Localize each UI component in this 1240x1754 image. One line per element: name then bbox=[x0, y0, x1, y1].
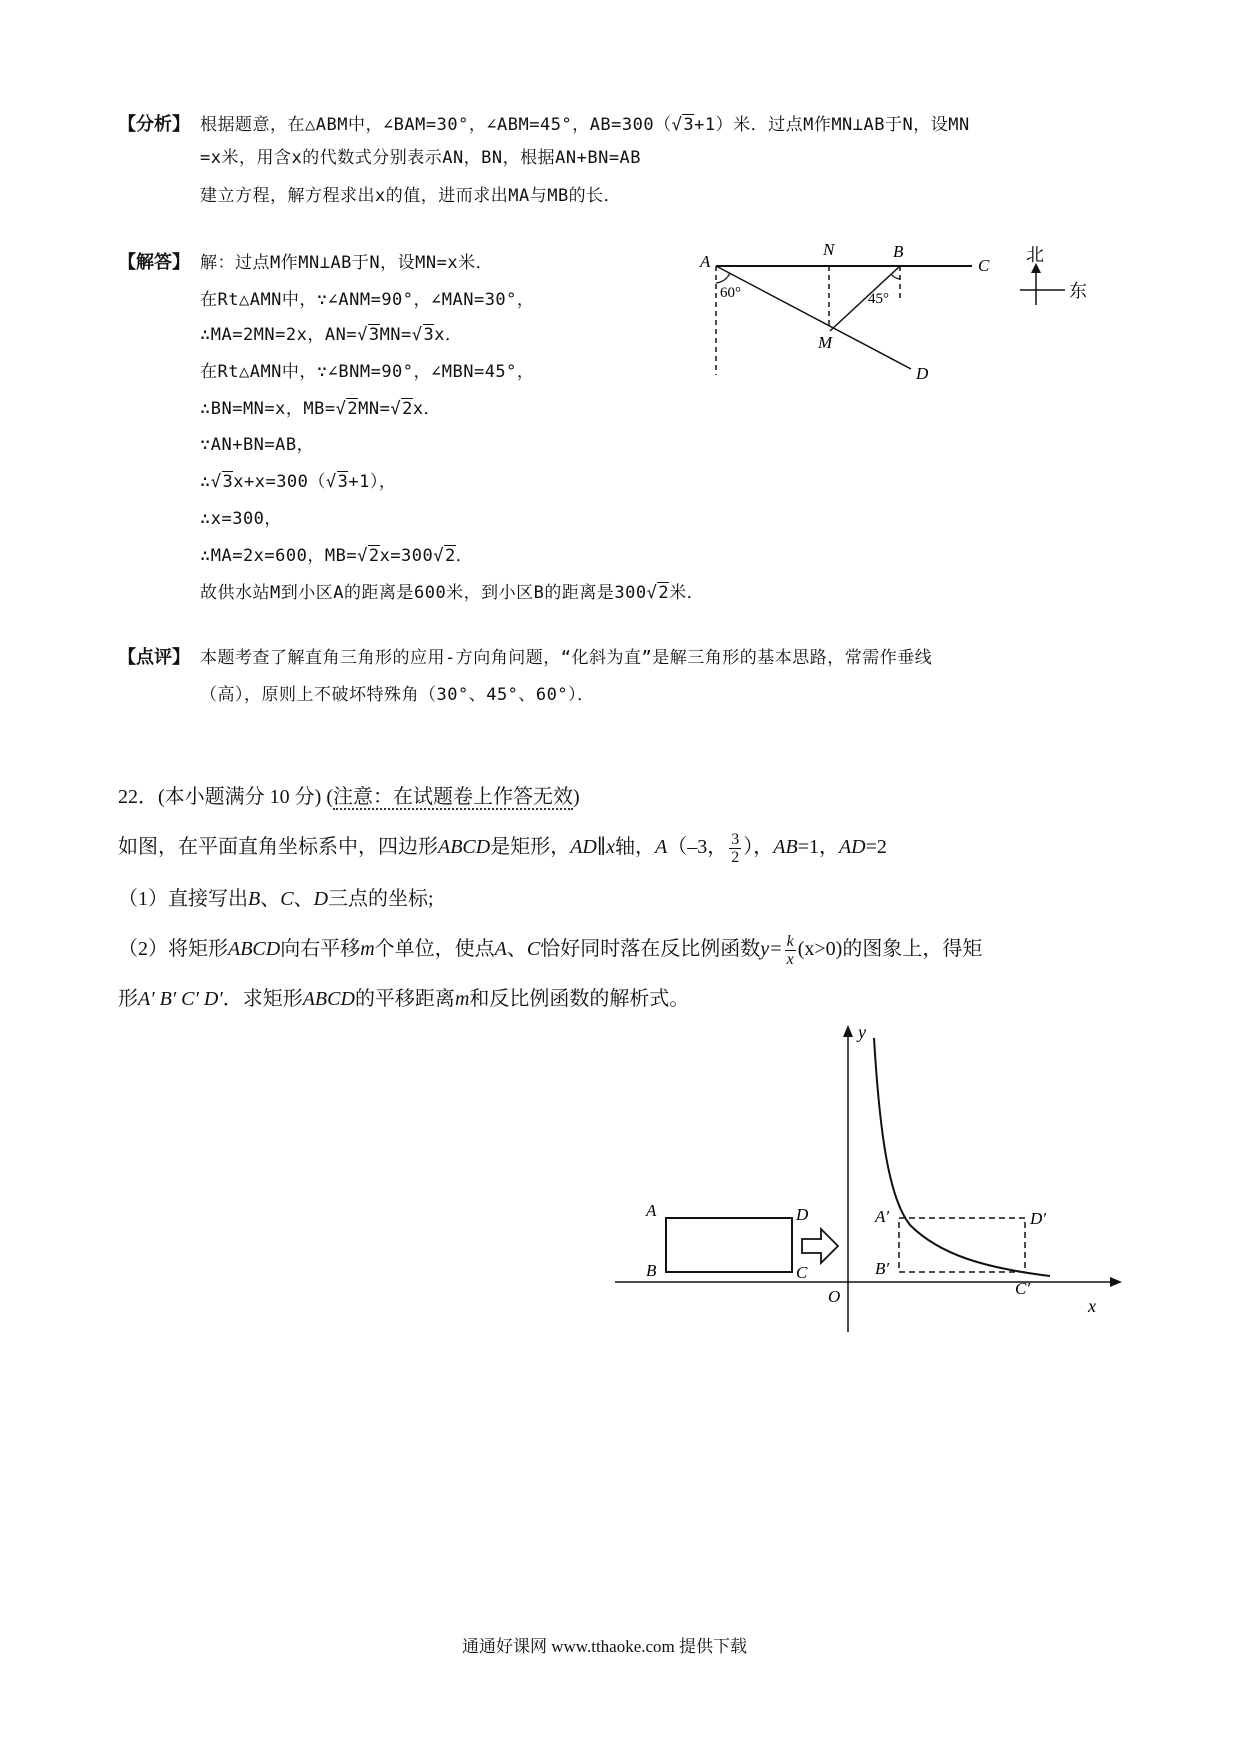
t: A bbox=[655, 836, 668, 858]
label-O: O bbox=[828, 1287, 841, 1306]
solution-line-5: ∴BN=MN=x，MB=√2MN=√2x． bbox=[200, 399, 442, 419]
sol-l5b: MN= bbox=[358, 399, 391, 419]
footer-text: 通通好课网 www.tthaoke.com 提供下载 bbox=[462, 1637, 748, 1656]
t: AD bbox=[838, 836, 866, 858]
analysis-line-1: 根据题意，在△ABM中，∠BAM=30°，∠ABM=45°，AB=300（√3+1）米．过点M作MN⊥AB于N，设MN bbox=[200, 115, 970, 135]
analysis-tag: 【分析】 bbox=[118, 114, 190, 135]
t: ．求矩形 bbox=[222, 988, 303, 1010]
t: AD bbox=[570, 836, 597, 858]
t: 恰好同时落在反比例函数 bbox=[540, 938, 761, 960]
solution-line-9: ∴MA=2x=600，MB=√2x=300√2． bbox=[200, 546, 474, 566]
t: m bbox=[360, 938, 375, 960]
label-D-prime: D′ bbox=[1030, 1209, 1046, 1228]
y-axis-arrow bbox=[843, 1025, 853, 1037]
analysis-line-3: 建立方程，解方程求出x的值，进而求出MA与MB的长． bbox=[200, 186, 622, 206]
t: m bbox=[454, 988, 470, 1010]
q22-header-a: 22．(本小题满分 10 分) ( bbox=[118, 786, 333, 808]
frac-num: k bbox=[786, 932, 794, 950]
solution-line-1: 解：过点M作MN⊥AB于N，设MN=x米． bbox=[200, 253, 494, 273]
sol-l9c: ． bbox=[455, 546, 474, 566]
sqrt: 2 bbox=[402, 399, 413, 419]
frac-num: 3 bbox=[731, 830, 740, 848]
rectangle-ABCD-prime bbox=[899, 1218, 1025, 1272]
solution-line-10: 故供水站M到小区A的距离是600米，到小区B的距离是300√2米． bbox=[200, 583, 705, 603]
t: ）， bbox=[743, 836, 774, 858]
sol-l7a: ∴ bbox=[200, 472, 211, 492]
solution-tag: 【解答】 bbox=[118, 252, 190, 273]
coordinate-diagram bbox=[610, 1020, 1130, 1350]
sqrt: 2 bbox=[445, 546, 456, 566]
x-axis-arrow bbox=[1110, 1277, 1122, 1287]
label-B: B bbox=[893, 242, 904, 261]
t: 个单位，使点 bbox=[374, 938, 495, 960]
t: 轴， bbox=[615, 836, 656, 858]
sol-l10a: 故供水站M到小区A的距离是600米，到小区B的距离是300 bbox=[200, 583, 647, 603]
label-A: A bbox=[700, 252, 711, 271]
sol-l10b: 米． bbox=[669, 583, 705, 603]
t: 向右平移 bbox=[280, 938, 361, 960]
solution-line-3: ∴MA=2MN=2x，AN=√3MN=√3x． bbox=[200, 325, 463, 345]
t: AB bbox=[773, 836, 798, 858]
t: =1， bbox=[797, 836, 839, 858]
sqrt: 2 bbox=[658, 583, 670, 603]
fraction-3-2 bbox=[729, 831, 741, 866]
sqrt: 3 bbox=[337, 472, 349, 492]
solution-line-8: ∴x=300， bbox=[200, 509, 282, 529]
shift-arrow-icon bbox=[802, 1229, 838, 1263]
rectangle-ABCD bbox=[666, 1218, 792, 1272]
t: 是矩形， bbox=[490, 836, 571, 858]
t: B bbox=[248, 888, 261, 910]
t: C bbox=[526, 938, 541, 960]
label-C: C bbox=[978, 256, 990, 275]
label-A: A bbox=[646, 1201, 657, 1220]
solution-line-7: ∴√3x+x=300（√3+1）， bbox=[200, 472, 397, 492]
comment-line-1: 本题考查了解直角三角形的应用-方向角问题，“化斜为直”是解三角形的基本思路，常需作垂线 bbox=[200, 648, 933, 668]
sqrt: 3 bbox=[222, 472, 234, 492]
label-D: D bbox=[916, 364, 929, 383]
label-N: N bbox=[823, 240, 835, 259]
sqrt: 2 bbox=[368, 546, 380, 566]
solution-line-2: 在Rt△AMN中，∵∠ANM=90°，∠MAN=30°， bbox=[200, 290, 535, 310]
label-C: C bbox=[796, 1263, 808, 1282]
sol-l7b: x+x=300（ bbox=[233, 472, 326, 492]
frac-den: 2 bbox=[731, 848, 740, 866]
label-B: B bbox=[646, 1261, 657, 1280]
angle-60-label: 60° bbox=[720, 285, 741, 301]
t: =2 bbox=[865, 836, 887, 858]
solution-line-4: 在Rt△AMN中，∵∠BNM=90°，∠MBN=45°， bbox=[200, 362, 535, 382]
compass-east-label: 东 bbox=[1069, 281, 1087, 301]
label-D: D bbox=[796, 1205, 809, 1224]
analysis-line-1b: +1）米．过点M作MN⊥AB于N，设MN bbox=[694, 115, 970, 135]
sol-l3b: MN= bbox=[379, 325, 412, 345]
label-y: y bbox=[858, 1022, 866, 1042]
analysis-line-1a: 根据题意，在△ABM中，∠BAM=30°，∠ABM=45°，AB=300（ bbox=[200, 115, 672, 135]
t: (x>0)的图象上，得矩 bbox=[797, 938, 983, 960]
q22-part-1 bbox=[118, 882, 434, 911]
t: 三点的坐标; bbox=[328, 888, 434, 910]
frac-den: x bbox=[786, 950, 794, 968]
t: 如图，在平面直角坐标系中，四边形 bbox=[118, 836, 438, 858]
t: C bbox=[280, 888, 294, 910]
t: D bbox=[313, 888, 329, 910]
sqrt: 2 bbox=[347, 399, 359, 419]
q22-paragraph-1 bbox=[118, 830, 887, 866]
q22-part-2 bbox=[118, 932, 982, 968]
t: 、 bbox=[293, 888, 314, 910]
t: 的平移距离 bbox=[354, 988, 455, 1010]
t: 形 bbox=[118, 988, 138, 1010]
comment-line-2: （高），原则上不破坏特殊角（30°、45°、60°）． bbox=[200, 685, 595, 705]
direction-diagram bbox=[690, 235, 1110, 395]
q22-part-2-cont bbox=[118, 982, 689, 1011]
sol-l3a: ∴MA=2MN=2x，AN= bbox=[200, 325, 358, 345]
t: 、 bbox=[506, 938, 527, 960]
sqrt: 3 bbox=[368, 325, 380, 345]
t: ABCD bbox=[228, 938, 281, 960]
t: x bbox=[606, 836, 616, 858]
inverse-function-curve bbox=[874, 1038, 1050, 1276]
t: ABCD bbox=[302, 988, 355, 1010]
q22-header bbox=[118, 780, 580, 809]
t: （2）将矩形 bbox=[118, 938, 228, 960]
sqrt-3: 3 bbox=[683, 115, 695, 135]
sol-l5c: x． bbox=[412, 399, 442, 419]
label-A-prime: A′ bbox=[875, 1207, 890, 1226]
label-B-prime: B′ bbox=[875, 1259, 890, 1278]
line-AD bbox=[716, 266, 911, 369]
q22-header-note: 注意：在试题卷上作答无效 bbox=[332, 786, 573, 808]
t: 、 bbox=[260, 888, 281, 910]
t: y= bbox=[760, 938, 783, 960]
t: ∥ bbox=[596, 836, 607, 858]
t: （1）直接写出 bbox=[118, 888, 248, 910]
angle-arc-45 bbox=[891, 274, 900, 279]
sqrt: 3 bbox=[423, 325, 435, 345]
fraction-k-x bbox=[785, 933, 796, 968]
label-M: M bbox=[818, 333, 833, 352]
label-C-prime: C′ bbox=[1015, 1279, 1031, 1298]
sol-l3c: x． bbox=[434, 325, 463, 345]
compass-north-label: 北 bbox=[1026, 245, 1044, 265]
analysis-line-2: =x米，用含x的代数式分别表示AN，BN，根据AN+BN=AB bbox=[200, 148, 642, 168]
t: 和反比例函数的解析式。 bbox=[469, 988, 690, 1010]
comment-tag: 【点评】 bbox=[118, 647, 190, 668]
angle-45-label: 45° bbox=[868, 291, 889, 307]
t: （–3， bbox=[667, 836, 728, 858]
t: ABCD bbox=[438, 836, 491, 858]
t: A′ B′ C′ D′ bbox=[138, 988, 223, 1010]
sol-l7c: +1）， bbox=[348, 472, 397, 492]
sol-l5a: ∴BN=MN=x，MB= bbox=[200, 399, 336, 419]
line-BM bbox=[830, 266, 900, 331]
label-x: x bbox=[1088, 1296, 1096, 1316]
angle-arc-60 bbox=[716, 273, 730, 283]
sol-l9b: x=300 bbox=[379, 546, 434, 566]
sol-l9a: ∴MA=2x=600，MB= bbox=[200, 546, 358, 566]
t: A bbox=[494, 938, 507, 960]
q22-header-b: ) bbox=[572, 786, 580, 808]
solution-line-6: ∵AN+BN=AB， bbox=[200, 435, 315, 455]
